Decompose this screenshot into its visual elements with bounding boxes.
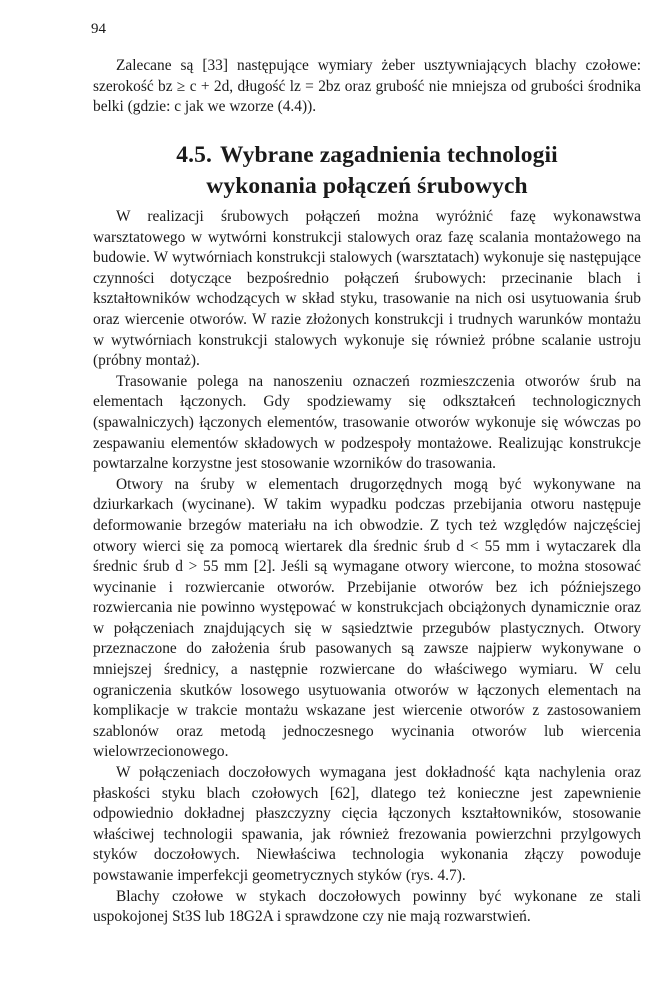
paragraph-realizacja: W realizacji śrubowych połączeń można wyróżnić fazę wykonawstwa warsztatowego w wytwórni konstrukcji stalowych oraz fazę scalania montażowego na budowie. W wytwórniach konstrukcji stalowych (warsztatach) wykonuje się następujące czynności dotyczące bezpośrednio połączeń śrubowych: przecinanie blach i kształtowników wchodzących w skład styku, trasowanie na nich osi usytuowania śrub oraz wiercenie otworów. W razie złożonych konstrukcji i trudnych warunków montażu w wytwórniach konstrukcji stalowych wykonuje się również próbne scalanie ustroju (próbny montaż).	[93, 208, 641, 370]
section-body	[93, 207, 641, 928]
section-title-line-1: Wybrane zagadnienia technologii	[219, 142, 558, 168]
intro-text-block	[93, 56, 641, 118]
paragraph-polaczenia-doczolowe: W połączeniach doczołowych wymagana jest dokładność kąta nachylenia oraz płaskości styku blach czołowych [62], dlatego też konieczne jest zapewnienie odpowiednio dokładnej płaszczyzny cięcia łączonych kształtowników, stosowanie właściwej technologii spawania, jak również frezowania powierzchni przylgowych styków doczołowych. Niewłaściwa technologia wykonania złączy powoduje powstawanie imperfekcji geometrycznych styków (rys. 4.7).	[93, 764, 641, 884]
section-title-line-2: wykonania połączeń śrubowych	[206, 173, 528, 199]
paragraph-trasowanie: Trasowanie polega na nanoszeniu oznaczeń rozmieszczenia otworów śrub na elementach łączonych. Gdy spodziewamy się odkształceń technologicznych (spawalniczych) łączonych elementów, trasowanie otworów wykonuje się wówczas po zespawaniu elementów składowych w podzespoły montażowe. Realizując konstrukcje powtarzalne korzystne jest stosowanie wzorników do trasowania.	[93, 372, 641, 473]
section-number: 4.5.	[176, 142, 212, 168]
section-heading-line-1	[93, 140, 641, 171]
intro-paragraph: Zalecane są [33] następujące wymiary żeber usztywniających blachy czołowe: szerokość bz ≥ c + 2d, długość lz = 2bz oraz grubość nie mniejsza od grubości środnika belki (gdzie: c jak we wzorze (4.4)).	[93, 57, 641, 116]
paragraph-otwory: Otwory na śruby w elementach drugorzędnych mogą być wykonywane na dziurkarkach (wycinane). W takim wypadku podczas przebijania otworu następuje deformowanie brzegów materiału na ich obwodzie. Z tych też względów najczęściej otwory wierci się za pomocą wiertarek dla średnic śrub d < 55 mm i wytaczarek dla średnic śrub d > 55 mm [2]. Jeśli są wymagane otwory wiercone, to można stosować wycinanie i rozwiercanie otworów. Przebijanie otworów bez ich późniejszego rozwiercania nie powinno występować w konstrukcjach obciążonych dynamicznie oraz w połączeniach znajdujących się w sąsiedztwie przegubów plastycznych. Otwory przeznaczone do założenia śrub pasowanych są zawsze najpierw wykonywane o mniejszej średnicy, a następnie rozwiercane do właściwego wymiaru. W celu ograniczenia skutków losowego usytuowania otworów w łączonych elementach na komplikacje w trakcie montażu wskazane jest wiercenie otworów z zastosowaniem szablonów oraz metodą jednoczesnego wycinania otworów lub wiercenia wielowrzecionowego.	[93, 475, 641, 761]
page-number: 94	[91, 21, 106, 37]
section-heading	[93, 140, 641, 202]
paragraph-blachy-czolowe: Blachy czołowe w stykach doczołowych powinny być wykonane ze stali uspokojonej St3S lub 18G2A i sprawdzone czy nie mają rozwarstwień.	[93, 887, 641, 926]
